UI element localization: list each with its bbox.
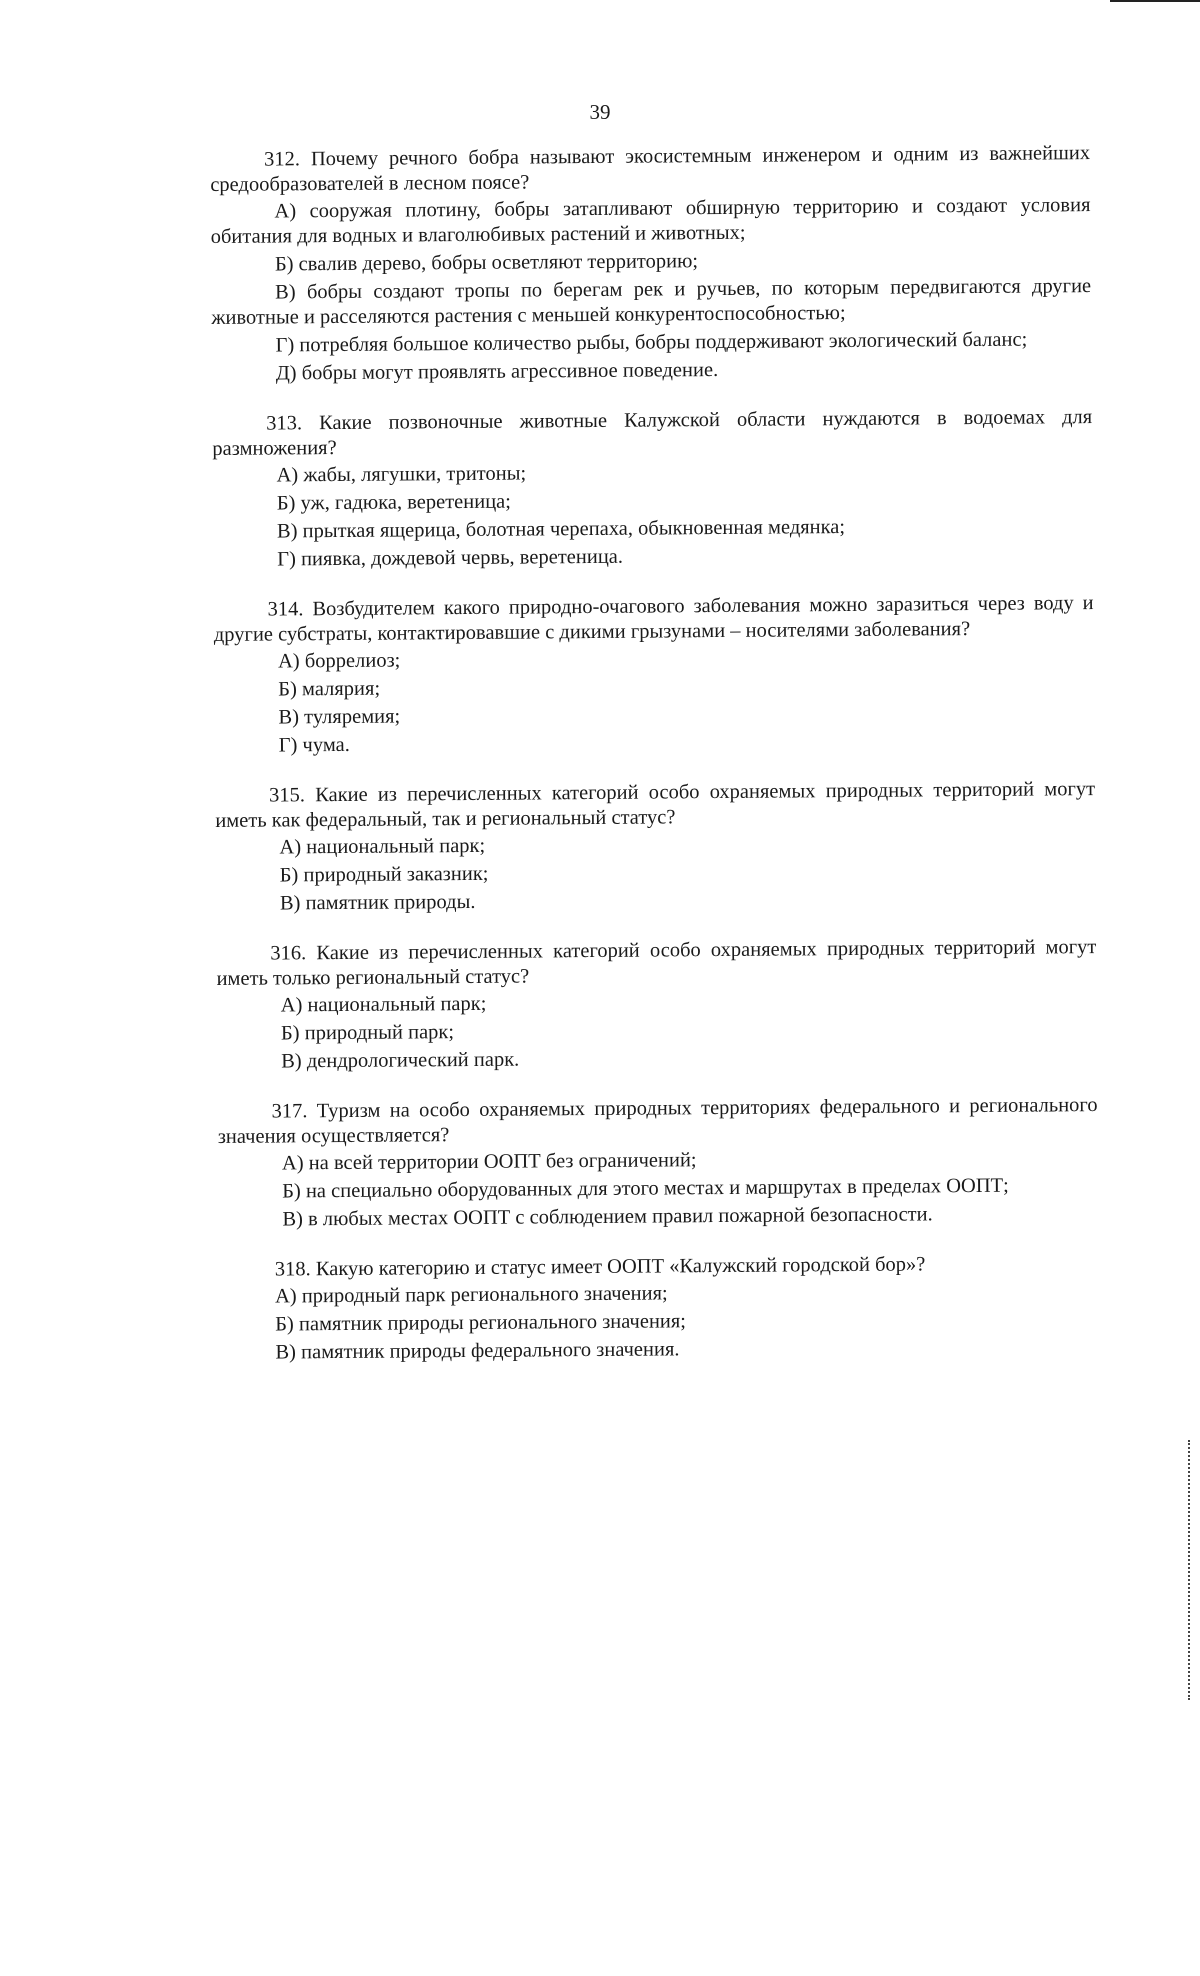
question-318	[219, 1251, 1100, 1366]
answer-option: В) прыткая ящерица, болотная черепаха, обыкновенная медянка;	[276, 516, 846, 543]
question-317	[217, 1093, 1098, 1233]
answer-options	[219, 1278, 1100, 1366]
question-text: 315. Какие из перечисленных категорий особо охраняемых природных территорий могут иметь как федеральный, так и региональный статус?	[215, 778, 1096, 832]
answer-option: Б) природный парк;	[280, 1021, 455, 1045]
answer-options	[218, 1145, 1099, 1233]
answer-options	[215, 829, 1096, 917]
question-text: 318. Какую категорию и статус имеет ООПТ «Калужский городской бор»?	[274, 1253, 926, 1281]
answer-option: А) национальный парк;	[279, 834, 486, 859]
answer-option: В) бобры создают тропы по берегам рек и ручьев, по которым передвигаются другие животные и расселяются растения с меньшей конкурентоспособностью;	[211, 275, 1092, 329]
question-316	[216, 935, 1097, 1075]
question-313	[212, 405, 1093, 573]
answer-option: В) памятник природы.	[279, 890, 476, 915]
answer-options	[217, 987, 1098, 1075]
answer-option: Б) уж, гадюка, веретеница;	[276, 490, 512, 515]
question-text: 312. Почему речного бобра называют экосистемным инженером и одним из важнейших средообразователей в лесном поясе?	[210, 142, 1091, 196]
answer-option: А) национальный парк;	[280, 992, 487, 1017]
answer-option: А) на всей территории ООПТ без ограничений;	[281, 1149, 697, 1175]
page-number: 39	[589, 100, 611, 124]
scan-edge-line	[1110, 0, 1200, 2]
question-315	[215, 777, 1096, 917]
question-text: 313. Какие позвоночные животные Калужской области нуждаются в водоемах для размножения?	[212, 406, 1093, 460]
question-text: 316. Какие из перечисленных категорий особо охраняемых природных территорий могут иметь только региональный статус?	[216, 936, 1097, 990]
question-text: 314. Возбудителем какого природно-очагового заболевания можно заразиться через воду и другие субстраты, контактировавшие с дикими грызунами – носителями заболевания?	[213, 592, 1094, 646]
answer-option: Б) памятник природы регионального значения;	[275, 1310, 687, 1336]
answer-option: В) дендрологический парк.	[281, 1048, 520, 1073]
answer-option: Б) свалив дерево, бобры осветляют территорию;	[274, 250, 699, 276]
answer-option: В) памятник природы федерального значения.	[275, 1338, 680, 1364]
answer-option: Б) на специально оборудованных для этого местах и маршрутах в пределах ООПТ;	[282, 1174, 1009, 1203]
answer-option: А) боррелиоз;	[277, 649, 401, 673]
answer-options	[214, 643, 1095, 759]
answer-option: В) туляремия;	[278, 705, 401, 729]
answer-option: Б) малярия;	[278, 677, 381, 701]
answer-options	[210, 193, 1091, 387]
answer-option: Г) потребляя большое количество рыбы, бобры поддерживают экологический баланс;	[275, 328, 1028, 357]
answer-option: А) природный парк регионального значения;	[274, 1282, 668, 1308]
question-314	[214, 591, 1095, 759]
questions-list	[210, 141, 1100, 1391]
question-312	[210, 141, 1092, 387]
answer-options	[212, 457, 1093, 573]
answer-option: Б) природный заказник;	[279, 862, 489, 887]
answer-option: Г) чума.	[278, 733, 350, 757]
answer-option: Д) бобры могут проявлять агрессивное поведение.	[275, 359, 719, 385]
answer-option: А) жабы, лягушки, тритоны;	[276, 462, 527, 487]
answer-option: А) сооружая плотину, бобры затапливают обширную территорию и создают условия обитания для водных и влаголюбивых растений и животных;	[210, 194, 1091, 248]
scan-margin-marks	[1188, 1440, 1192, 1700]
answer-option: Г) пиявка, дождевой червь, веретеница.	[277, 545, 624, 571]
question-text: 317. Туризм на особо охраняемых природных территориях федерального и регионального значения осуществляется?	[217, 1094, 1098, 1148]
answer-option: В) в любых местах ООПТ с соблюдением правил пожарной безопасности.	[282, 1203, 933, 1231]
